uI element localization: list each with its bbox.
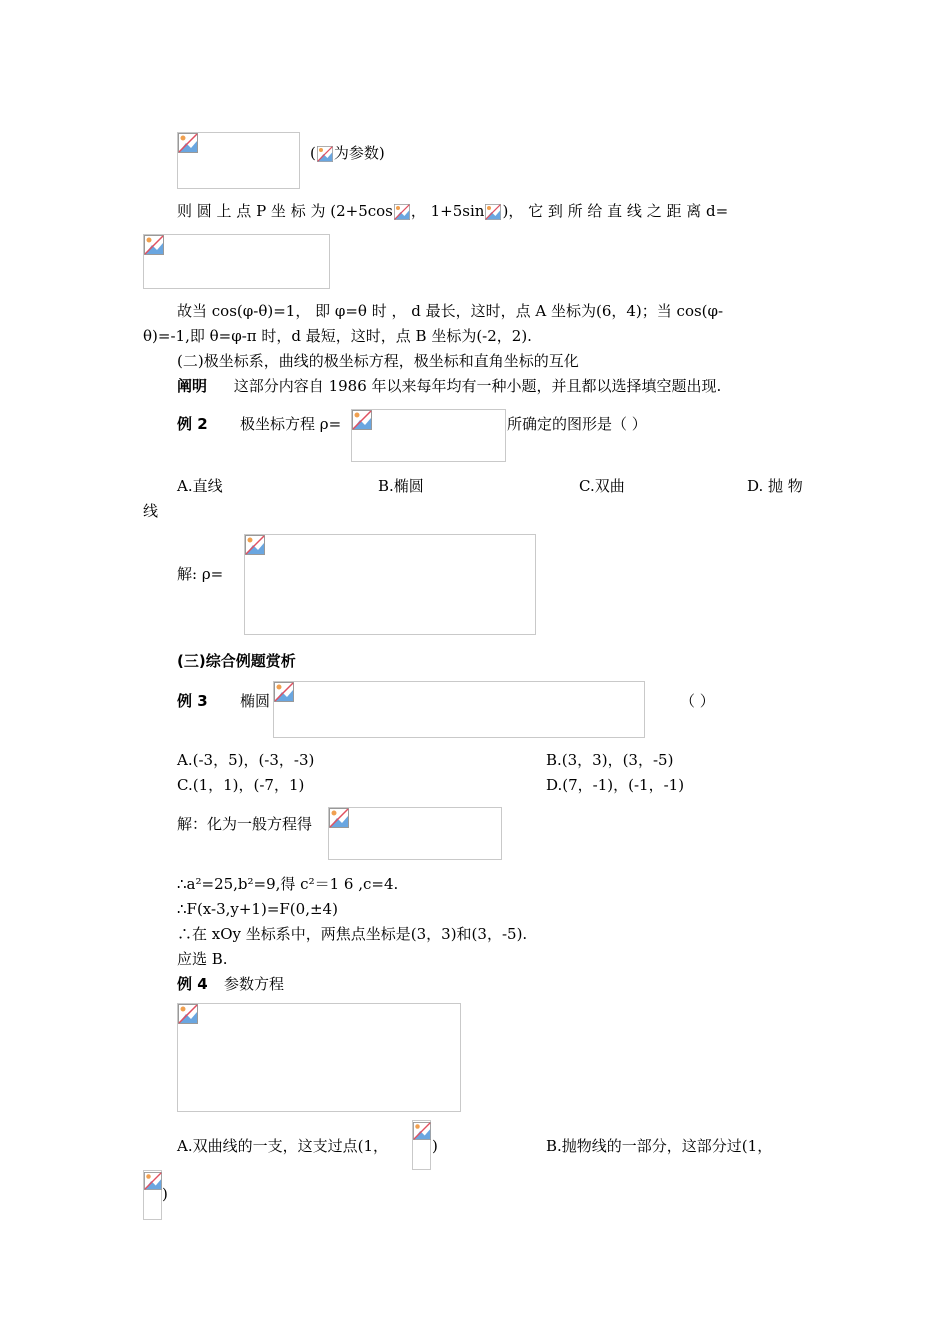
section-heading-2: (二)极坐标系，曲线的极坐标方程，极坐标和直角坐标的互化 <box>177 352 579 370</box>
broken-image-icon <box>144 235 164 255</box>
solution-answer: 应选 B. <box>177 950 228 968</box>
polar-equation-image <box>351 409 506 462</box>
equation-image-1 <box>177 132 300 189</box>
example-3-option-b: B.(3，3)，(3，-5) <box>546 751 674 769</box>
solution-step-1: ∴a²=25,b²=9,得 c²＝1 6 ,c=4. <box>177 875 399 893</box>
example-4-option-b-end: ) <box>162 1185 168 1203</box>
polar-solution-image <box>244 534 536 635</box>
example-3-text: 椭圆 <box>240 692 271 710</box>
explain-line: 阐明 这部分内容自 1986 年以来每年均有一种小题，并且都以选择填空题出现. <box>177 377 722 395</box>
example-3-paren: （ ） <box>680 692 715 710</box>
ellipse-equation-image <box>273 681 645 738</box>
example-3-label: 例 3 <box>177 692 208 710</box>
broken-image-icon <box>178 133 198 153</box>
option-a: A.直线 <box>177 477 223 495</box>
broken-image-icon <box>329 808 349 828</box>
general-equation-image <box>328 807 502 860</box>
option-c: C.双曲 <box>579 477 625 495</box>
option-d-wrap: 线 <box>143 502 159 520</box>
example-4-option-a-end: ) <box>432 1137 438 1155</box>
param-note: ( 为参数) <box>310 144 385 162</box>
distance-formula-image <box>143 234 330 289</box>
example-3-option-a: A.(-3，5)，(-3，-3) <box>177 751 315 769</box>
example-3-solution: 解：化为一般方程得 <box>177 815 313 833</box>
point-image-b <box>143 1170 162 1220</box>
broken-image-icon <box>485 204 501 220</box>
section-heading-3: (三)综合例题赏析 <box>177 652 296 670</box>
example-3-option-c: C.(1，1)，(-7，1) <box>177 776 305 794</box>
example-2-label: 例 2 <box>177 415 208 433</box>
example-4-option-b: B.抛物线的一部分，这部分过(1， <box>546 1137 773 1155</box>
example-2-question: 所确定的图形是（ ） <box>507 415 647 433</box>
example-3-option-d: D.(7，-1)，(-1，-1) <box>546 776 685 794</box>
example-4-option-a: A.双曲线的一支，这支过点(1， <box>177 1137 388 1155</box>
broken-image-icon <box>178 1004 198 1024</box>
broken-image-icon <box>413 1122 431 1140</box>
broken-image-icon <box>245 535 265 555</box>
broken-image-icon <box>394 204 410 220</box>
cos-case-line-2: θ)=-1,即 θ=φ-π 时，d 最短，这时，点 B 坐标为(-2，2). <box>143 327 532 345</box>
example-2-text: 极坐标方程 ρ= <box>240 415 342 433</box>
broken-image-icon <box>274 682 294 702</box>
option-b: B.椭圆 <box>378 477 424 495</box>
broken-image-icon <box>317 146 333 162</box>
broken-image-icon <box>144 1172 162 1190</box>
parametric-equation-image <box>177 1003 461 1112</box>
explain-label: 阐明 <box>177 377 208 395</box>
cos-case-line: 故当 cos(φ-θ)=1， 即 φ=θ 时 ， d 最长，这时，点 A 坐标为(6，4)；当 cos(φ- <box>177 302 724 320</box>
solution-step-2: ∴F(x-3,y+1)=F(0,±4) <box>177 900 338 918</box>
example-2-solution: 解: ρ= <box>177 565 224 583</box>
solution-step-3: ∴在 xOy 坐标系中，两焦点坐标是(3，3)和(3，-5). <box>177 925 528 943</box>
example-4-label: 例 4 <box>177 975 208 993</box>
point-image-a <box>412 1120 431 1170</box>
option-d: D. 抛 物 <box>747 477 803 495</box>
point-p-line: 则 圆 上 点 P 坐 标 为 (2+5cos ， 1+5sin )， 它 到 所 给 直 线 之 距 离 d= <box>177 202 729 220</box>
broken-image-icon <box>352 410 372 430</box>
example-4-text: 参数方程 <box>224 975 285 993</box>
